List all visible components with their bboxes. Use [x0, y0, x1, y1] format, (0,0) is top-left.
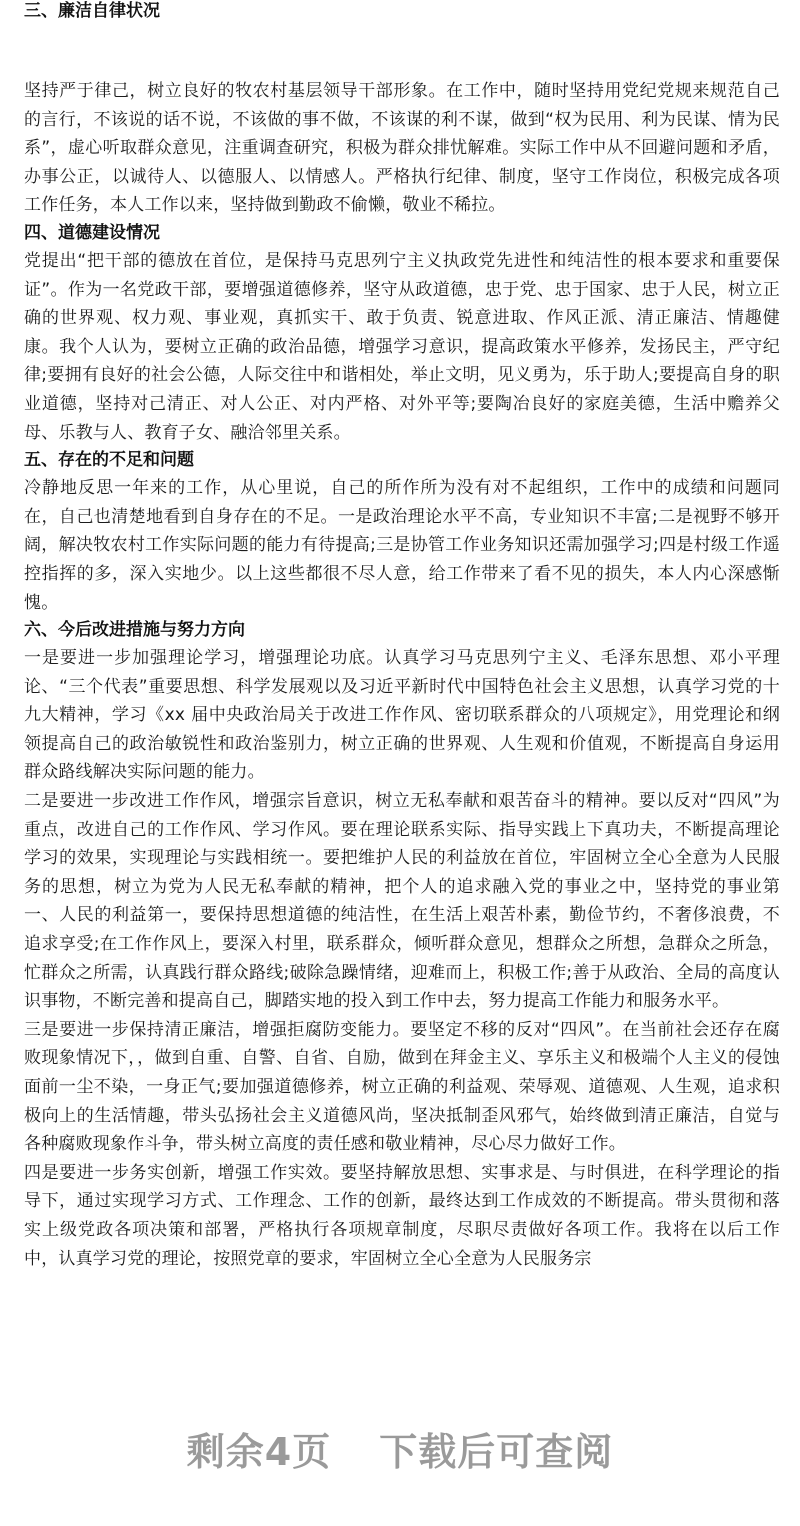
section-gap [24, 25, 780, 77]
section-paragraph: 三是要进一步保持清正廉洁，增强拒腐防变能力。要坚定不移的反对“四风”。在当前社会还存在腐败现象情况下，，做到自重、自警、自省、自励，做到在拜金主义、享乐主义和极端个人主义的侵蚀面前一尘不染，一身正气;要加强道德修养，树立正确的利益观、荣辱观、道德观、人生观，追求积极向上的生活情趣，带头弘扬社会主义道德风尚，坚决抵制歪风邪气，始终做到清正廉洁，自觉与各种腐败现象作斗争，带头树立高度的责任感和敬业精神，尽心尽力做好工作。 [24, 1019, 780, 1155]
section-paragraph: 二是要进一步改进工作作风，增强宗旨意识，树立无私奉献和艰苦奋斗的精神。要以反对“四风”为重点，改进自己的工作作风、学习作风。要在理论联系实际、指导实践上下真功夫，不断提高理论学习的效果，实现理论与实践相统一。要把维护人民的利益放在首位，牢固树立全心全意为人民服务的思想，树立为党为人民无私奉献的精神，把个人的追求融入党的事业之中，坚持党的事业第一、人民的利益第一，要保持思想道德的纯洁性，在生活上艰苦朴素，勤俭节约，不奢侈浪费，不追求享受;在工作作风上，要深入村里，联系群众，倾听群众意见，想群众之所想，急群众之所急，忙群众之所需，认真践行群众路线;破除急躁情绪，迎难而上，积极工作;善于从政治、全局的高度认识事物，不断完善和提高自己，脚踏实地的投入到工作中去，努力提高工作能力和服务水平。 [24, 791, 780, 1012]
download-prompt-banner[interactable] [0, 1408, 800, 1488]
document-body [24, 0, 780, 1273]
section-paragraph: 党提出“把干部的德放在首位，是保持马克思列宁主义执政党先进性和纯洁性的根本要求和重要保证”。作为一名党政干部，要增强道德修养，坚守从政道德，忠于党、忠于国家、忠于人民，树立正确的世界观、权力观、事业观，真抓实干、敢于负责、锐意进取、作风正派、清正廉洁、情趣健康。我个人认为，要树立正确的政治品德，增强学习意识，提高政策水平修养，发扬民主，严守纪律;要拥有良好的社会公德，人际交往中和谐相处，举止文明，见义勇为，乐于助人;要提高自身的职业道德，坚持对己清正、对人公正、对内严格、对外平等;要陶冶良好的家庭美德，生活中赡养父母、乐教与人、教育子女、融洽邻里关系。 [24, 250, 780, 443]
section-heading-improvements: 六、今后改进措施与努力方向 [24, 620, 245, 641]
section-paragraph: 一是要进一步加强理论学习，增强理论功底。认真学习马克思列宁主义、毛泽东思想、邓小平理论、“三个代表”重要思想、科学发展观以及习近平新时代中国特色社会主义思想，认真学习党的十九大精神，学习《xx 届中央政治局关于改进工作作风、密切联系群众的八项规定》，用党理论和纲领提高自己的政治敏锐性和政治鉴别力，树立正确的世界观、人生观和价值观，不断提高自身运用群众路线解决实际问题的能力。 [24, 648, 780, 783]
download-to-view-label[interactable]: 下载后可查阅 [379, 1429, 614, 1474]
section-paragraph: 冷静地反思一年来的工作，从心里说，自己的所作所为没有对不起组织，工作中的成绩和问题同在，自己也清楚地看到自身存在的不足。一是政治理论水平不高，专业知识不丰富;二是视野不够开阔，解决牧农村工作实际问题的能力有待提高;三是协管工作业务知识还需加强学习;四是村级工作遥控指挥的多，深入实地少。以上这些都很不尽人意，给工作带来了看不见的损失，本人内心深感惭愧。 [24, 478, 780, 613]
remaining-pages-label[interactable]: 剩余4页 [186, 1429, 332, 1474]
section-heading-morality: 四、道德建设情况 [24, 222, 160, 243]
section-paragraph: 四是要进一步务实创新，增强工作实效。要坚持解放思想、实事求是、与时俱进，在科学理论的指导下，通过实现学习方式、工作理念、工作的创新，最终达到工作成效的不断提高。带头贯彻和落实上级党政各项决策和部署，严格执行各项规章制度，尽职尽责做好各项工作。我将在以后工作中，认真学习党的理论，按照党章的要求，牢固树立全心全意为人民服务宗 [24, 1162, 780, 1269]
section-heading-shortcomings: 五、存在的不足和问题 [24, 450, 194, 471]
section-paragraph: 坚持严于律己，树立良好的牧农村基层领导干部形象。在工作中，随时坚持用党纪党规来规范自己的言行，不该说的话不说，不该做的事不做，不该谋的利不谋，做到“权为民用、利为民谋、情为民系”，虚心听取群众意见，注重调查研究，积极为群众排忧解难。实际工作中从不回避问题和矛盾，办事公正，以诚待人、以德服人、以情感人。严格执行纪律、制度，坚守工作岗位，积极完成各项工作任务，本人工作以来，坚持做到勤政不偷懒，敬业不稀拉。 [24, 81, 780, 216]
section-heading-integrity: 三、廉洁自律状况 [24, 1, 160, 21]
